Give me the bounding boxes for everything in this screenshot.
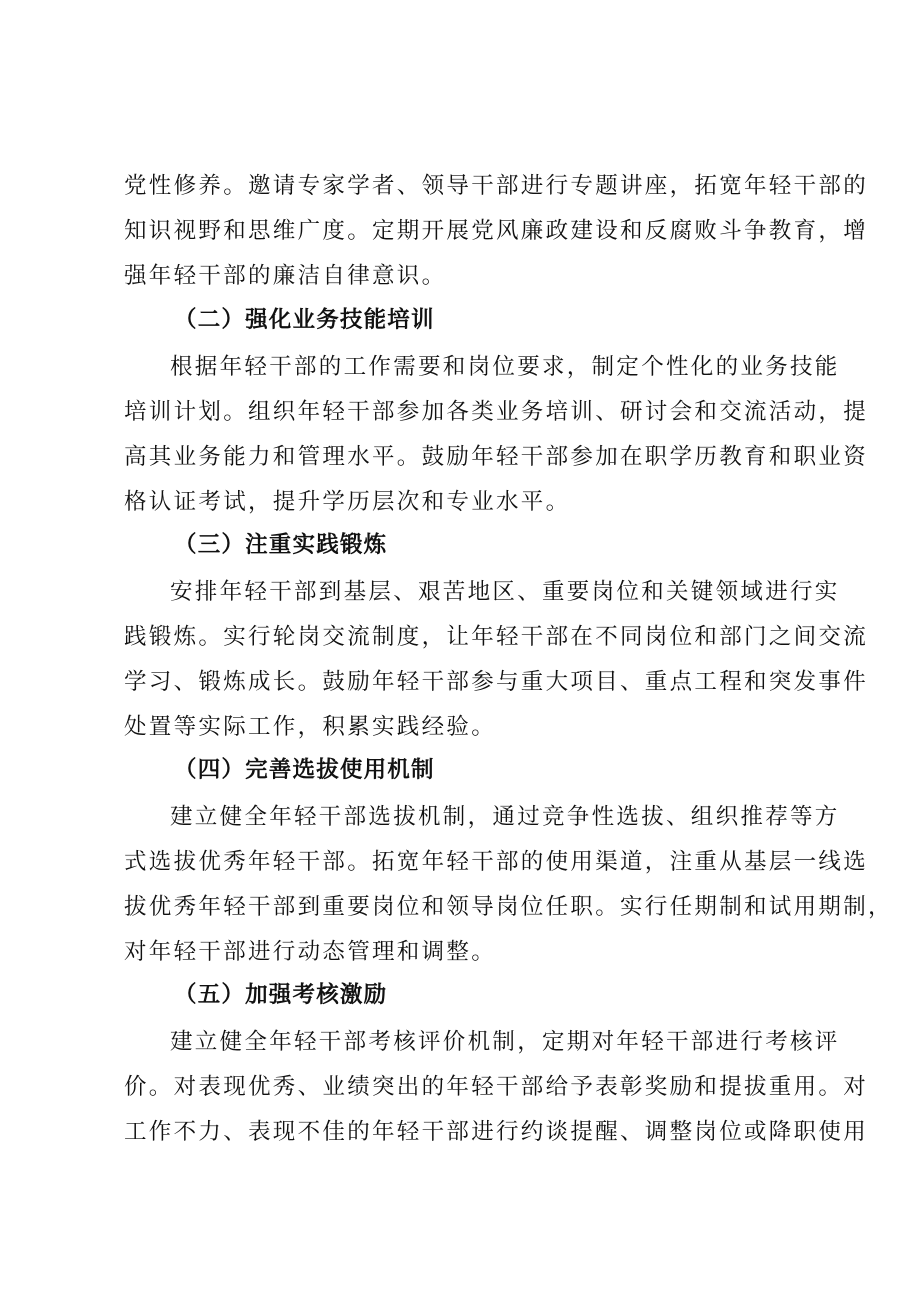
section-2-line-4: 格认证考试，提升学历层次和专业水平。: [124, 489, 571, 515]
section-3-line-1: 安排年轻干部到基层、艰苦地区、重要岗位和关键领域进行实: [170, 579, 840, 605]
section-3-line-4: 处置等实际工作，积累实践经验。: [124, 714, 497, 740]
section-3-line-3: 学习、锻炼成长。鼓励年轻干部参与重大项目、重点工程和突发事件: [124, 669, 869, 695]
section-5-line-1: 建立健全年轻干部考核评价机制，定期对年轻干部进行考核评: [170, 1029, 840, 1055]
section-2-line-3: 高其业务能力和管理水平。鼓励年轻干部参加在职学历教育和职业资: [124, 444, 869, 470]
intro-line-1: 党性修养。邀请专家学者、领导干部进行专题讲座，拓宽年轻干部的: [124, 173, 869, 199]
section-heading-4: （四）完善选拔使用机制: [174, 757, 435, 783]
section-heading-5: （五）加强考核激励: [174, 982, 388, 1008]
intro-line-2: 知识视野和思维广度。定期开展党风廉政建设和反腐败斗争教育，增: [124, 218, 869, 244]
section-4-line-3: 拔优秀年轻干部到重要岗位和领导岗位任职。实行任期制和试用期制，: [124, 894, 893, 920]
section-5-line-3: 工作不力、表现不佳的年轻干部进行约谈提醒、调整岗位或降职使用: [124, 1119, 869, 1145]
intro-line-3: 强年轻干部的廉洁自律意识。: [124, 263, 447, 289]
section-heading-3: （三）注重实践锻炼: [174, 532, 388, 558]
section-2-line-2: 培训计划。组织年轻干部参加各类业务培训、研讨会和交流活动，提: [124, 399, 869, 425]
section-2-line-1: 根据年轻干部的工作需要和岗位要求，制定个性化的业务技能: [170, 354, 840, 380]
section-heading-2: （二）强化业务技能培训: [174, 307, 435, 333]
section-4-line-2: 式选拔优秀年轻干部。拓宽年轻干部的使用渠道，注重从基层一线选: [124, 849, 869, 875]
section-4-line-4: 对年轻干部进行动态管理和调整。: [124, 939, 497, 965]
section-5-line-2: 价。对表现优秀、业绩突出的年轻干部给予表彰奖励和提拔重用。对: [124, 1074, 869, 1100]
section-4-line-1: 建立健全年轻干部选拔机制，通过竞争性选拔、组织推荐等方: [170, 804, 840, 830]
section-3-line-2: 践锻炼。实行轮岗交流制度，让年轻干部在不同岗位和部门之间交流: [124, 624, 869, 650]
